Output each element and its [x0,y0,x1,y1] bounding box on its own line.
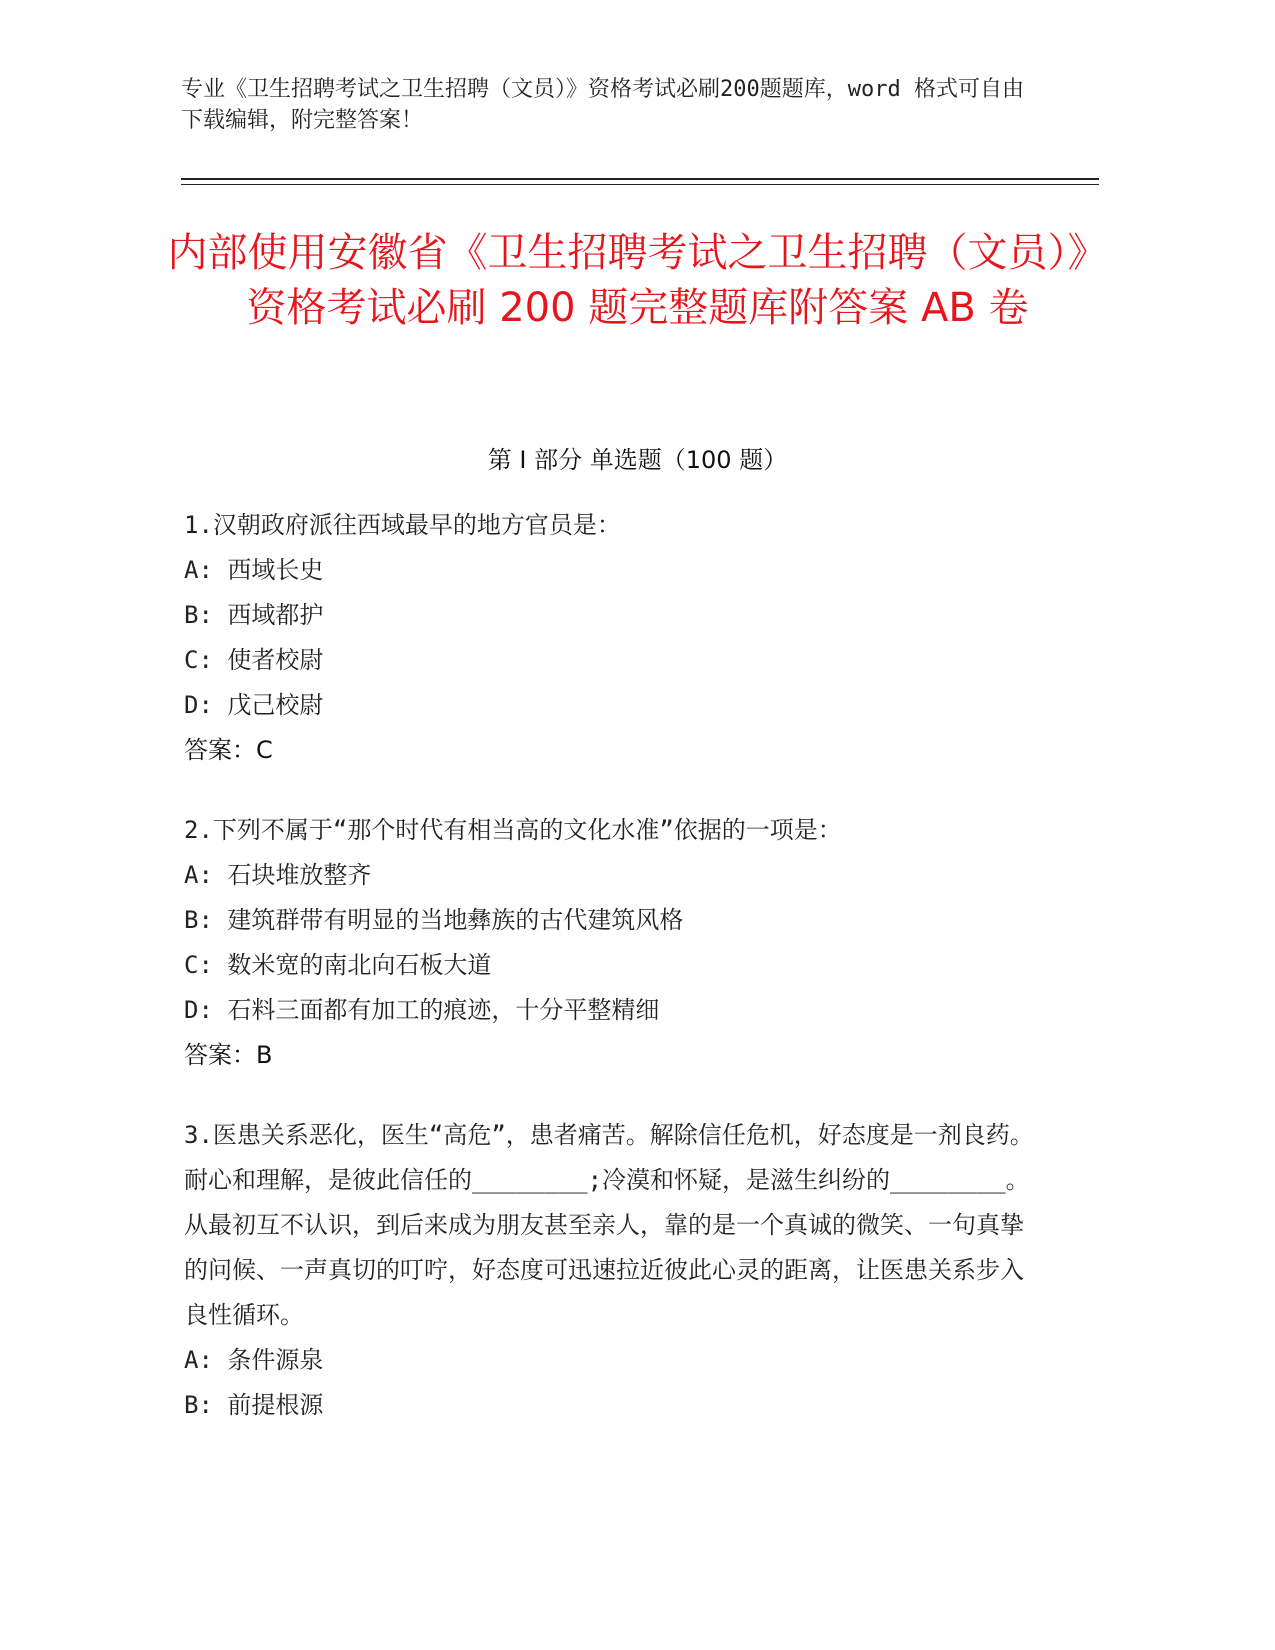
question-1 [184,503,1044,773]
option-a: A: 石块堆放整齐 [184,861,372,889]
document-title: 内部使用安徽省《卫生招聘考试之卫生招聘（文员）》资格考试必刷 200 题完整题库附答案 AB 卷 [167,230,1108,331]
option-b: B: 西域都护 [184,601,324,629]
question-text: 3.医患关系恶化，医生“高危”，患者痛苦。解除信任危机，好态度是一剂良药。耐心和理解，是彼此信任的________;冷漠和怀疑，是滋生纠纷的________。从最初互不认识，到后来成为朋友甚至亲人，靠的是一个真诚的微笑、一句真挚的问候、一声真切的叮咛，好态度可迅速拉近彼此心灵的距离，让医患关系步入良性循环。 [184,1121,1034,1329]
question-text: 1.汉朝政府派往西域最早的地方官员是： [184,511,621,539]
option-d: D: 戊己校尉 [184,691,324,719]
option-b: B: 建筑群带有明显的当地彝族的古代建筑风格 [184,906,684,934]
option-a: A: 条件源泉 [184,1346,324,1374]
question-3 [184,1113,1044,1428]
option-d: D: 石料三面都有加工的痕迹，十分平整精细 [184,996,660,1024]
section-heading: 第 I 部分 单选题（100 题） [487,446,788,474]
option-c: C: 数米宽的南北向石板大道 [184,951,492,979]
question-2 [184,808,1044,1078]
answer: 答案：B [184,1041,273,1069]
option-a: A: 西域长史 [184,556,324,584]
answer: 答案：C [184,736,273,764]
option-c: C: 使者校尉 [184,646,324,674]
option-b: B: 前提根源 [184,1391,324,1419]
header-divider [181,178,1099,180]
header-note: 专业《卫生招聘考试之卫生招聘（文员）》资格考试必刷200题题库，word 格式可自由下载编辑，附完整答案！ [181,77,1024,133]
header-divider-thin [181,184,1099,185]
question-text: 2.下列不属于“那个时代有相当高的文化水准”依据的一项是： [184,816,842,844]
